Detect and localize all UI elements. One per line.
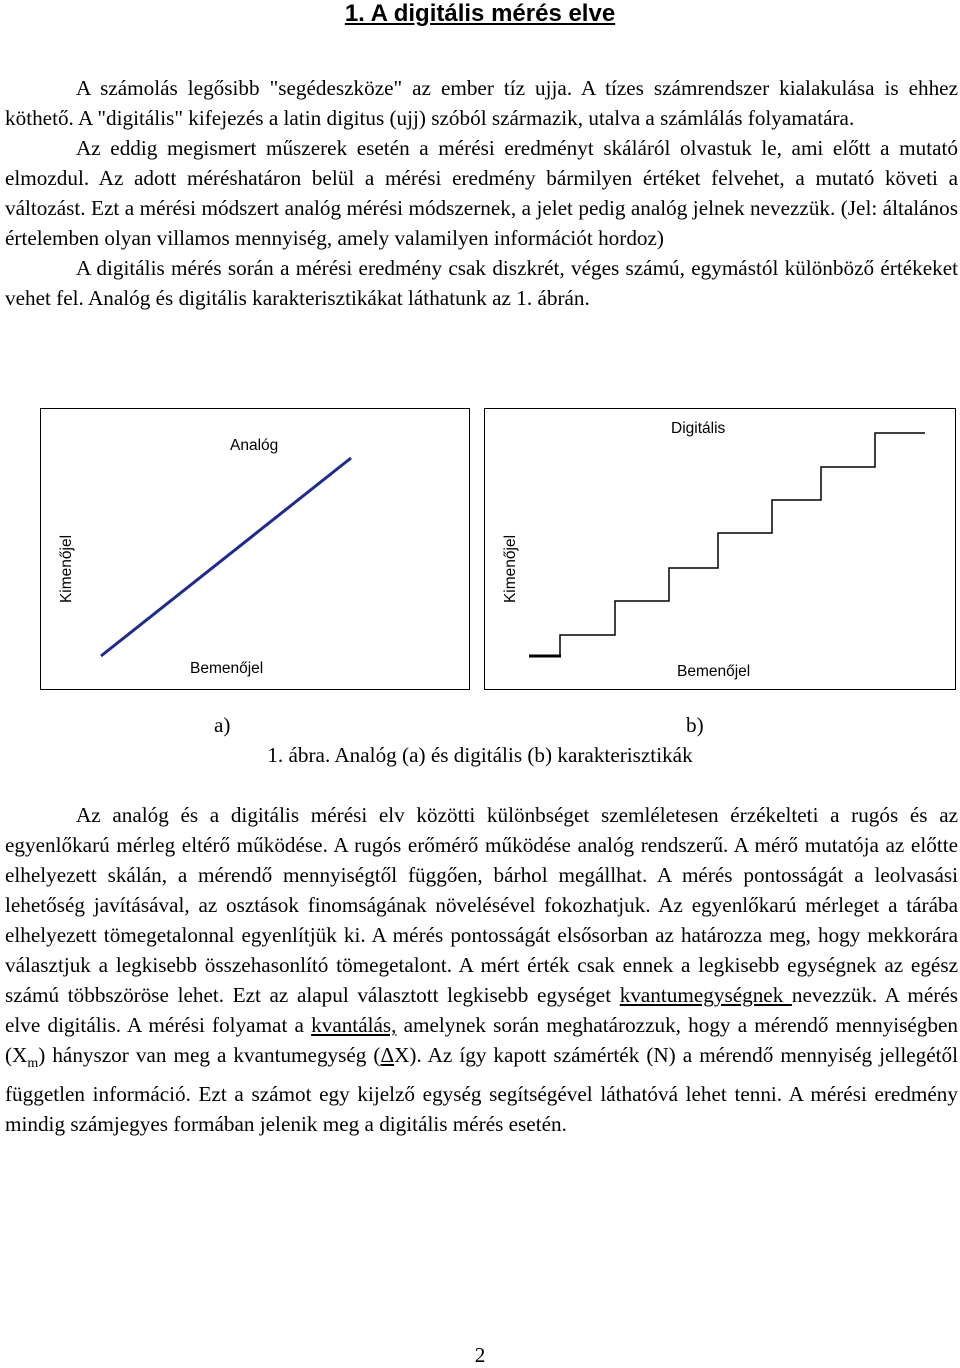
intro-paragraph [5,73,958,313]
delta-symbol: Δ [380,1043,395,1067]
analog-sublabel: a) [214,713,231,737]
term-kvantalas: kvantálás, [311,1013,397,1037]
body-text-d: ) hányszor van meg a kvantumegység ( [38,1043,381,1067]
analog-x-axis-label: Bemenőjel [190,660,264,677]
figure-caption: 1. ábra. Analóg (a) és digitális (b) karakterisztikák [267,743,693,767]
analog-title: Analóg [230,437,279,454]
body-text-c: amelynek során meghatározzuk, hogy a mérendő mennyiségben (X [5,1013,958,1067]
intro-p2: Az eddig megismert műszerek esetén a mérési eredményt skáláról olvastuk le, ami előtt a mutató elmozdul. Az adott méréshatáron belül a mérési eredmény bármilyen értéket felvehet, a mutató követi a változást. Ezt a mérési módszert analóg mérési módszernek, a jelet pedig analóg jelnek nevezzük. (Jel: általános értelemben olyan villamos mennyiség, amely valamilyen információt hordoz) [5,136,958,250]
intro-p1: A számolás legősibb "segédeszköze" az ember tíz ujja. A tízes számrendszer kialakulása is ehhez köthető. A "digitális" kifejezés a latin digitus (ujj) szóból származik, utalva a számlálás folyamatára. [5,76,958,130]
body-paragraph [5,800,958,1139]
digital-graph [484,408,956,690]
digital-y-axis-label: Kimenőjel [502,534,520,604]
digital-x-axis-label: Bemenőjel [677,663,751,680]
term-kvantumegyseg: kvantumegységnek [619,983,792,1007]
analog-characteristic-line [101,458,351,656]
digital-graph-svg [485,409,957,691]
body-text-b: nevezzük. A mérés elve digitális. A mérési folyamat a [5,983,959,1037]
digital-staircase [560,433,925,655]
body-text-a: Az analóg és a digitális mérési elv közötti különbséget szemléletesen érzékelteti a rugós és az egyenlőkarú mérleg eltérő működése. A rugós erőmérő működése analóg rendszerű. A mérő mutatója az előtte elhelyezett skálán, a mérendő mennyiségtől függően, bárhol megállhat. A mérés pontosságát a leolvasási lehetőség javításával, az osztások finomságának növelésével fokozhatjuk. Az egyenlőkarú mérleget a tárába elhelyezett tömegetalonnal egyenlítjük ki. A mérés pontosságát elsősorban az határozza meg, hogy mekkorára választjuk a legkisebb összehasonlító tömegetalont. A mért érték csak ennek a legkisebb egységnek az egész számú többszöröse lehet. Ezt az alapul választott legkisebb egységet [5,803,958,1007]
analog-y-axis-label: Kimenőjel [58,534,76,604]
page-heading: 1. A digitális mérés elve [344,0,616,27]
digital-title: Digitális [671,420,726,437]
digital-sublabel: b) [686,713,704,737]
intro-p3: A digitális mérés során a mérési eredmény csak diszkrét, véges számú, egymástól különböző értékeket vehet fel. Analóg és digitális karakterisztikákat láthatunk az 1. ábrán. [5,256,958,310]
page-number: 2 [474,1343,486,1367]
subscript-m: m [27,1056,39,1072]
body-text-e: X). Az így kapott számérték (N) a mérendő mennyiség jellegétől független információ. Ezt a számot egy kijelző egység segítségével láthatóvá lehet tenni. A mérési eredmény mindig számjegyes formában jelenik meg a digitális mérés esetén. [5,1043,958,1137]
analog-graph [40,408,470,690]
